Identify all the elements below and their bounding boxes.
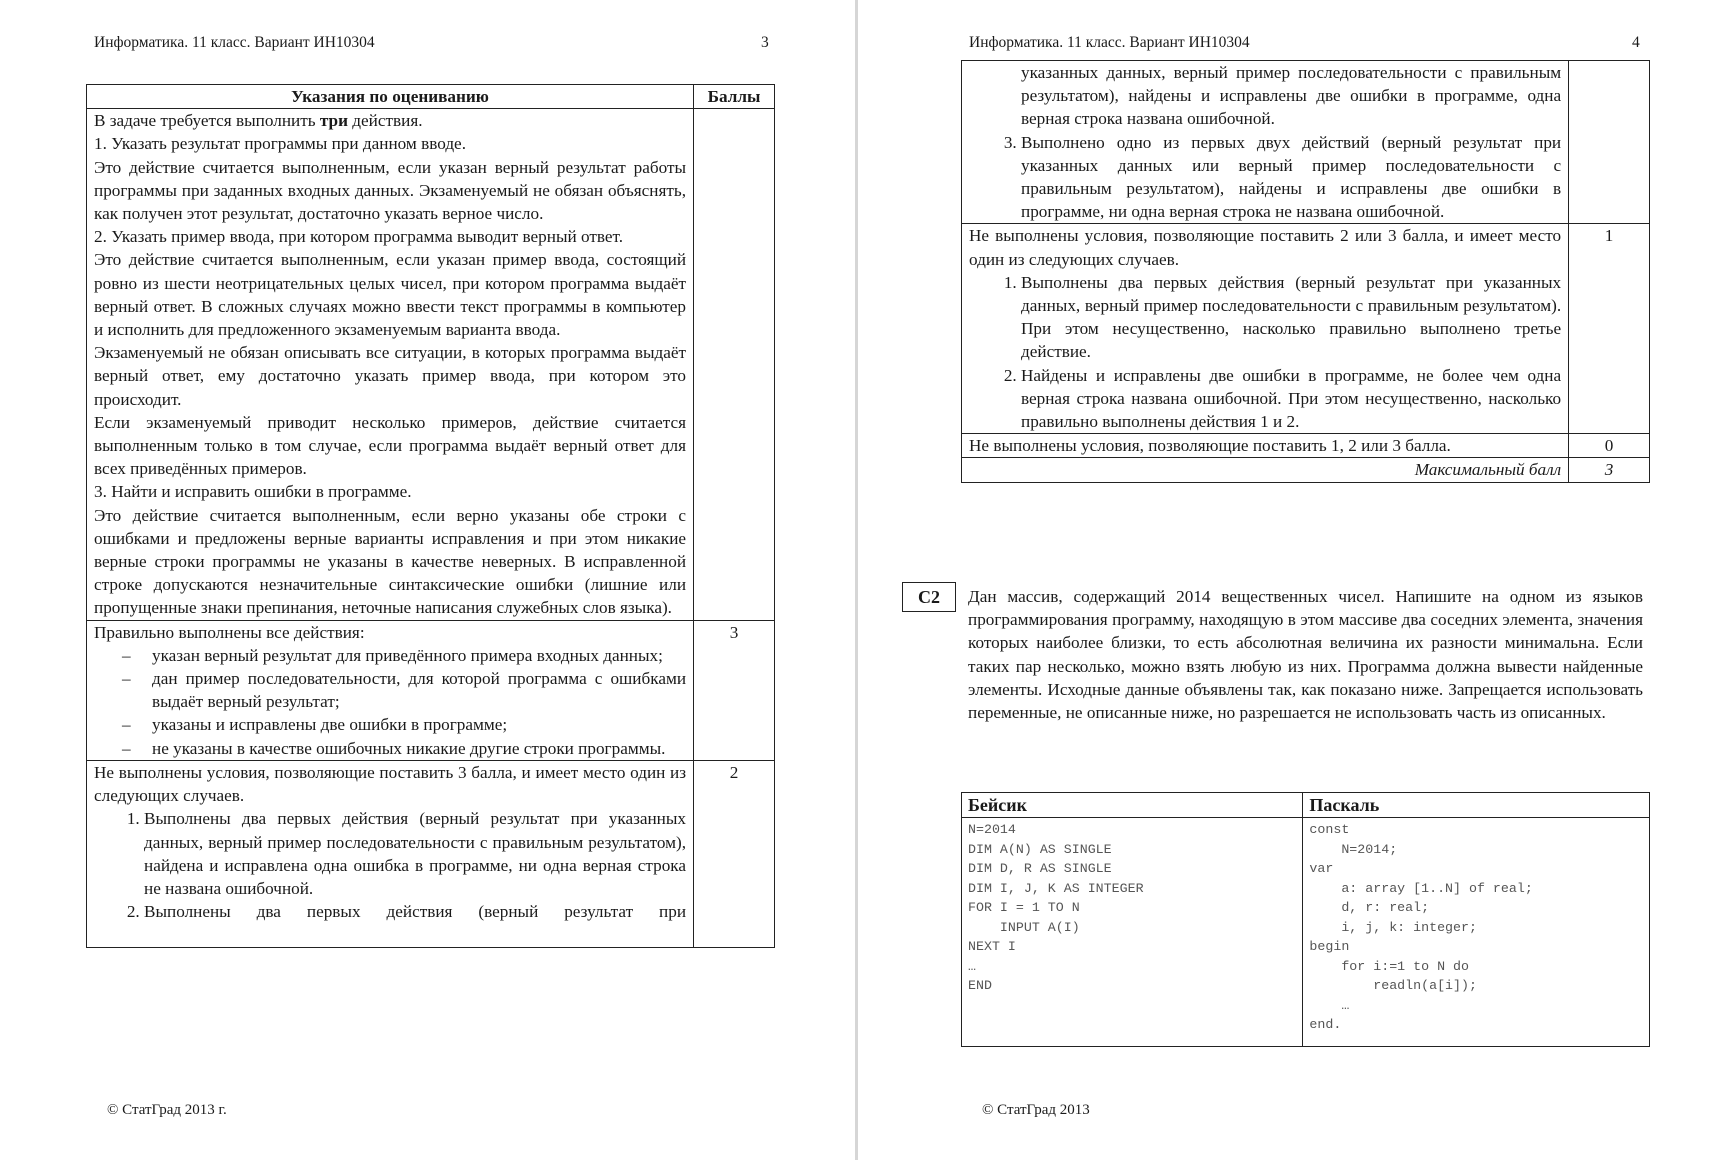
list-item: 2. Найдены и исправлены две ошибки в программе, не более чем одна верная строка названа ошибочной. При этом несущественно, насколько правильно выполнены действия 1 и 2. [1021, 364, 1561, 434]
item-2-continued: указанных данных, верный пример последовательности с правильным результатом), найдены и исправлены две ошибки в программе, одна верная строка названа ошибочной. [1021, 63, 1562, 129]
score-3-points: 3 [694, 620, 775, 760]
list-item: 1. Выполнены два первых действия (верный результат при указанных данных, верный пример последовательности с правильным результатом). При этом несущественно, насколько правильно выполнено третье действие. [1021, 271, 1561, 364]
list-item: 2. Выполнены два первых действия (верный результат при [144, 900, 686, 923]
task-statement: Дан массив, содержащий 2014 вещественных чисел. Напишите на одном из языков программирования программу, находящую в этом массиве два соседних элемента, значения которых наиболее близки, то есть абсолютная величина их разности минимальна. Если таких пар несколько, можно взять любую из них. Программа должна вывести найденные элементы. Исходные данные объявлены так, как показано ниже. Запрещается использовать переменные, не описанные ниже, но разрешается не использовать часть из описанных. [968, 587, 1643, 723]
score-2-continued-row [962, 61, 1650, 224]
list-item: – не указаны в качестве ошибочных никакие другие строки программы. [122, 737, 686, 760]
step1-description: Это действие считается выполненным, если указан верный результат работы программы при заданных входных данных. Экзаменуемый не обязан объяснять, как получен этот результат, достаточно указать верное число. [94, 157, 687, 224]
list-item: 3. Выполнено одно из первых двух действий (верный результат при указанных данных или верный пример последовательности с правильным результатом), найдены и исправлены две ошибки в программе, ни одна верная строка не названа ошибочной. [1021, 131, 1561, 224]
left-footer: © СтатГрад 2013 г. [107, 1102, 227, 1118]
step2-note: Экзаменуемый не обязан описывать все ситуации, в которых программа выдаёт верный ответ, ему достаточно указать пример ввода, при котором это происходит. [94, 343, 687, 409]
intro-sentence: В задаче требуется выполнить три действия. [94, 111, 423, 131]
right-page-number: 4 [1632, 34, 1640, 51]
max-score-label: Максимальный балл [962, 458, 1569, 482]
score-1-criteria: Не выполнены условия, позволяющие поставить 2 или 3 балла, и имеет место один из следующих случаев. 1. Выполнены два первых действия (верный результат при указанных данных, верный пример последовательности с правильным результатом). При этом несущественно, насколько правильно выполнено третье действие. 2. Найдены и исправлены две ошибки в программе, не более чем одна верная строка названа ошибочной. При этом несущественно, насколько правильно выполнены действия 1 и 2. [962, 224, 1569, 434]
step2-description: Это действие считается выполненным, если указан пример ввода, состоящий ровно из шести неотрицательных целых чисел, при котором программа выдаёт верный ответ. В сложных случаях можно ввести текст программы в компьютер и исполнить для предложенного экзаменуемым варианта ввода. [94, 250, 687, 340]
left-page-number: 3 [761, 34, 769, 51]
left-header-title: Информатика. 11 класс. Вариант ИН10304 [94, 34, 375, 51]
task-label: C2 [902, 582, 956, 612]
max-score-row [962, 458, 1650, 482]
score-1-row [962, 224, 1650, 434]
pascal-header: Паскаль [1303, 793, 1650, 818]
scoring-table-continued [961, 60, 1650, 483]
list-item: – указаны и исправлены две ошибки в программе; [122, 713, 686, 736]
max-score-value: 3 [1569, 458, 1650, 482]
score-0-points: 0 [1569, 434, 1650, 458]
score-1-points: 1 [1569, 224, 1650, 434]
points-column-header: Баллы [694, 85, 775, 109]
score-0-criteria: Не выполнены условия, позволяющие поставить 1, 2 или 3 балла. [962, 434, 1569, 458]
intro-cell [87, 109, 694, 620]
score-2-criteria: Не выполнены условия, позволяющие поставить 3 балла, и имеет место один из следующих случаев. 1. Выполнены два первых действия (верный результат при указанных данных, верный пример последовательности с правильным результатом), найдена и исправлена одна ошибка в программе, ни одна верная строка не названа ошибочной. 2. Выполнены два первых действия (верный результат при [87, 760, 694, 947]
score-2-points: 2 [694, 760, 775, 947]
score-2-row [87, 760, 775, 947]
right-header-title: Информатика. 11 класс. Вариант ИН10304 [969, 34, 1250, 51]
score-2-continued-criteria [962, 61, 1569, 224]
code-table [961, 792, 1650, 1047]
score-0-row [962, 434, 1650, 458]
basic-code: N=2014 DIM A(N) AS SINGLE DIM D, R AS SINGLE DIM I, J, K AS INTEGER FOR I = 1 TO N INPUT A(I) NEXT I … END [962, 818, 1303, 1047]
score-3-row [87, 620, 775, 760]
list-item: – дан пример последовательности, для которой программа с ошибками выдаёт верный результат; [122, 667, 686, 713]
step2-multiple-examples: Если экзаменуемый приводит несколько примеров, действие считается выполненным только в том случае, если программа выдаёт верный ответ для всех приведённых примеров. [94, 412, 687, 479]
step3-title: 3. Найти и исправить ошибки в программе. [94, 482, 412, 502]
step3-description: Это действие считается выполненным, если верно указаны обе строки с ошибками и предложены верные варианты исправления и при этом никакие верные строки программы не указаны в качестве неверных. В исправленной строке допускаются незначительные синтаксические ошибки (лишние или пропущенные знаки препинания, неточные написания служебных слов языка). [94, 505, 687, 618]
intro-row [87, 109, 775, 620]
step1-title: 1. Указать результат программы при данном вводе. [94, 134, 466, 154]
scoring-table [86, 84, 775, 948]
pascal-code: const N=2014; var a: array [1..N] of real; d, r: real; i, j, k: integer; begin for i:=1 to N do readln(a[i]); … end. [1303, 818, 1650, 1047]
right-footer: © СтатГрад 2013 [982, 1102, 1090, 1118]
list-item: 1. Выполнены два первых действия (верный результат при указанных данных, верный пример последовательности с правильным результатом), найдена и исправлена одна ошибка в программе, ни одна верная строка не названа ошибочной. [144, 807, 686, 900]
criteria-column-header: Указания по оцениванию [87, 85, 694, 109]
list-item: – указан верный результат для приведённого примера входных данных; [122, 644, 686, 667]
step2-title: 2. Указать пример ввода, при котором программа выводит верный ответ. [94, 227, 624, 247]
basic-header: Бейсик [962, 793, 1303, 818]
score-3-criteria: Правильно выполнены все действия: – указан верный результат для приведённого примера входных данных; – дан пример последовательности, для которой программа с ошибками выдаёт верный результат; – указаны и исправлены две ошибки в программе; – не указаны в качестве ошибочных никакие другие строки программы. [87, 620, 694, 760]
